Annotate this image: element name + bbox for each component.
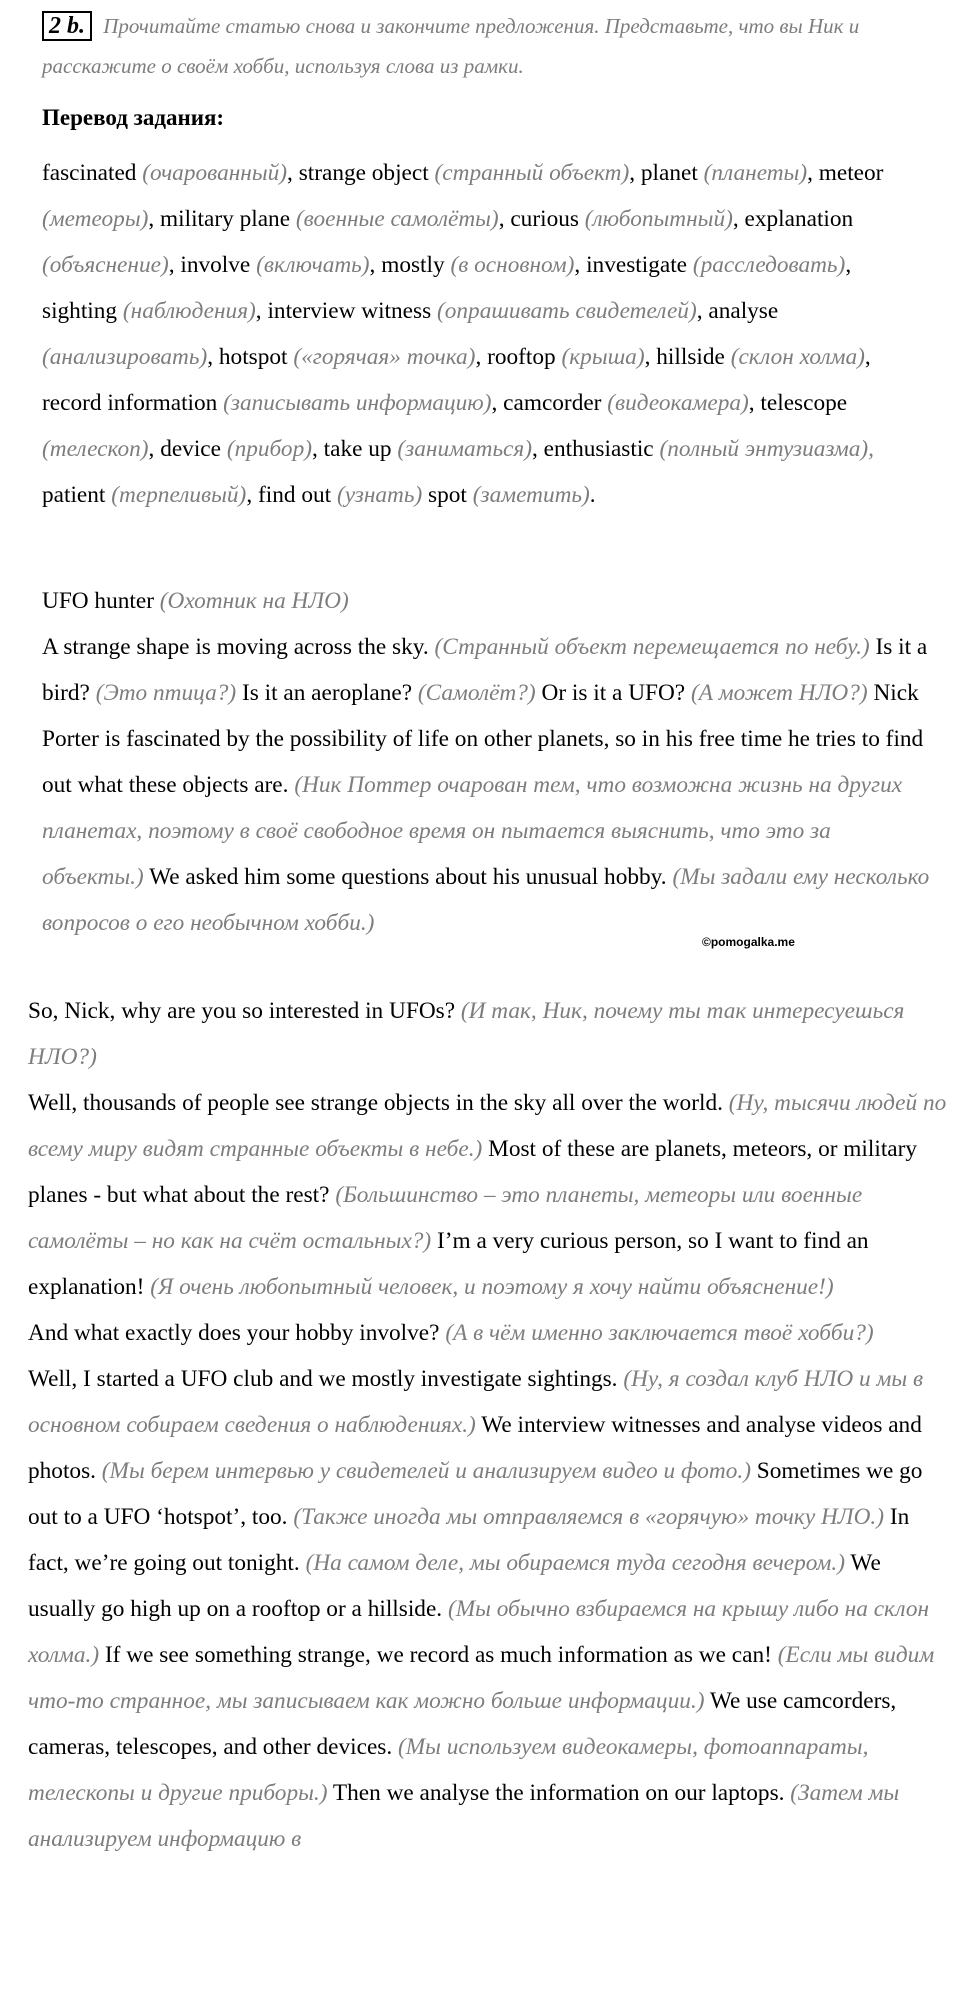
vocab-term: camcorder bbox=[503, 390, 602, 416]
vocab-translation: (включать) bbox=[256, 252, 370, 278]
vocab-term: interview witness bbox=[267, 298, 432, 324]
vocab-translation: (наблюдения) bbox=[122, 298, 256, 324]
vocab-translation: (узнать) bbox=[336, 482, 423, 508]
vocab-translation: (терпеливый) bbox=[111, 482, 247, 508]
sentence-ru: (Самолёт?) bbox=[417, 680, 536, 706]
sentence-ru: (Мы задали ему несколько вопросов о его необычном хобби.) bbox=[42, 864, 930, 936]
vocab-term: strange object bbox=[298, 160, 429, 186]
vocab-term: find out bbox=[257, 482, 332, 508]
sentence-en: I’m a very curious person, so I want to find an explanation! bbox=[28, 1228, 869, 1300]
vocab-term: spot bbox=[428, 482, 467, 508]
vocab-translation: (заметить) bbox=[472, 482, 590, 508]
dialogue-paragraph bbox=[28, 1080, 948, 1310]
vocab-translation: (записывать информацию) bbox=[223, 390, 492, 416]
vocab-term: curious bbox=[510, 206, 579, 232]
vocab-term: patient bbox=[42, 482, 106, 508]
vocab-translation: (видеокамера) bbox=[607, 390, 749, 416]
sentence-ru: (Мы обычно взбираемся на крышу либо на склон холма.) bbox=[28, 1596, 930, 1668]
watermark: ©pomogalka.me bbox=[702, 935, 795, 949]
vocab-translation: («горячая» точка) bbox=[293, 344, 476, 370]
vocab-term: involve bbox=[180, 252, 251, 278]
sentence-en: Nick Porter is fascinated by the possibility of life on other planets, so in his free time he tries to find out what these objects are. bbox=[42, 680, 924, 798]
sentence-en: So, Nick, why are you so interested in UFOs? bbox=[28, 998, 456, 1024]
vocab-term: analyse bbox=[708, 298, 779, 324]
sentence-en: Sometimes we go out to a UFO ‘hotspot’, too. bbox=[28, 1458, 923, 1530]
vocab-translation: (анализировать) bbox=[42, 344, 208, 370]
vocab-term: meteor bbox=[818, 160, 884, 186]
sentence-en: And what exactly does your hobby involve? bbox=[28, 1320, 440, 1346]
sentence-en: In fact, we’re going out tonight. bbox=[28, 1504, 910, 1576]
vocab-translation: (полный энтузиазма), bbox=[659, 436, 875, 462]
vocab-translation: (опрашивать свидетелей) bbox=[436, 298, 697, 324]
vocab-term: investigate bbox=[586, 252, 688, 278]
sentence-en: We usually go high up on a rooftop or a hillside. bbox=[28, 1550, 881, 1622]
sentence-ru: (Странный объект перемещается по небу.) bbox=[434, 634, 870, 660]
vocab-term: planet bbox=[640, 160, 698, 186]
article-intro bbox=[42, 624, 934, 946]
vocab-term: fascinated bbox=[42, 160, 137, 186]
sentence-en: Is it an aeroplane? bbox=[241, 680, 413, 706]
article-title-en: UFO hunter bbox=[42, 588, 154, 614]
article-title-ru: (Охотник на НЛО) bbox=[159, 588, 349, 614]
vocabulary-list: fascinated (очарованный), strange object (странный объект), planet (планеты), meteor (метеоры), military plane (военные самолёты), curious (любопытный), explanation (объяснение), involve (включать), mostly (в основном), investigate (расследовать), sighting (наблюдения), interview witness (опрашивать свидетелей), analyse (анализировать), hotspot («горячая» точка), rooftop (крыша), hillside (склон холма), record information (записывать информацию), camcorder (видеокамера), telescope (телескоп), device (прибор), take up (заниматься), enthusiastic (полный энтузиазма), patient (терпеливый), find out (узнать) spot (заметить). bbox=[42, 160, 884, 508]
vocab-translation: (крыша) bbox=[561, 344, 645, 370]
sentence-ru: (Я очень любопытный человек, и поэтому я хочу найти объяснение!) bbox=[150, 1274, 834, 1300]
sentence-en: If we see something strange, we record as much information as we can! bbox=[104, 1642, 772, 1668]
vocab-term: device bbox=[160, 436, 221, 462]
interview-dialogue bbox=[28, 988, 948, 1862]
sentence-en: A strange shape is moving across the sky. bbox=[42, 634, 429, 660]
sentence-en: Most of these are planets, meteors, or military planes - but what about the rest? bbox=[28, 1136, 918, 1208]
sentence-en: We use camcorders, cameras, telescopes, and other devices. bbox=[28, 1688, 897, 1760]
vocab-translation: (заниматься) bbox=[397, 436, 532, 462]
vocab-term: mostly bbox=[381, 252, 445, 278]
vocab-translation: (странный объект) bbox=[434, 160, 630, 186]
vocab-translation: (расследовать) bbox=[692, 252, 846, 278]
vocab-translation: (телескоп) bbox=[42, 436, 149, 462]
sentence-ru: (На самом деле, мы обираемся туда сегодня вечером.) bbox=[305, 1550, 846, 1576]
dialogue-paragraph bbox=[28, 1310, 948, 1356]
vocab-term: take up bbox=[323, 436, 392, 462]
vocab-term: record information bbox=[42, 390, 218, 416]
sentence-ru: (Если мы видим что-то странное, мы записываем как можно больше информации.) bbox=[28, 1642, 935, 1714]
vocab-term: hotspot bbox=[218, 344, 288, 370]
vocab-translation: (объяснение) bbox=[42, 252, 169, 278]
vocab-translation: (метеоры) bbox=[42, 206, 149, 232]
translation-heading: Перевод задания: bbox=[42, 105, 225, 130]
sentence-en: We asked him some questions about his unusual hobby. bbox=[149, 864, 667, 890]
dialogue-paragraph bbox=[28, 1356, 948, 1862]
vocab-translation: (в основном) bbox=[450, 252, 575, 278]
sentence-ru: (Мы используем видеокамеры, фотоаппараты, телескопы и другие приборы.) bbox=[28, 1734, 869, 1806]
sentence-ru: (Мы берем интервью у свидетелей и анализируем видео и фото.) bbox=[101, 1458, 751, 1484]
vocab-translation: (прибор) bbox=[226, 436, 312, 462]
vocab-translation: (любопытный) bbox=[584, 206, 733, 232]
vocab-translation: (очарованный) bbox=[142, 160, 288, 186]
vocab-term: sighting bbox=[42, 298, 118, 324]
sentence-en: Well, I started a UFO club and we mostly investigate sightings. bbox=[28, 1366, 618, 1392]
dialogue-paragraph bbox=[28, 988, 948, 1080]
sentence-en: We interview witnesses and analyse videos and photos. bbox=[28, 1412, 922, 1484]
task-instruction-block bbox=[42, 6, 932, 86]
sentence-ru: (Ник Поттер очарован тем, что возможна жизнь на других планетах, поэтому в своё свободное время он пытается выяснить, что это за объекты.) bbox=[42, 772, 903, 890]
sentence-ru: (Ну, тысячи людей по всему миру видят странные объекты в небе.) bbox=[28, 1090, 947, 1162]
sentence-ru: (Также иногда мы отправляемся в «горячую» точку НЛО.) bbox=[293, 1504, 884, 1530]
vocab-term: telescope bbox=[760, 390, 848, 416]
vocab-term: hillside bbox=[656, 344, 725, 370]
sentence-ru: (Ну, я создал клуб НЛО и мы в основном собираем сведения о наблюдениях.) bbox=[28, 1366, 924, 1438]
task-instruction: Прочитайте статью снова и закончите предложения. Представьте, что вы Ник и расскажите о своём хобби, используя слова из рамки. bbox=[42, 14, 860, 78]
sentence-en: Then we analyse the information on our laptops. bbox=[332, 1780, 785, 1806]
sentence-ru: (И так, Ник, почему ты так интересуешься НЛО?) bbox=[28, 998, 905, 1070]
sentence-ru: (Большинство – это планеты, метеоры или военные самолёты – но как на счёт остальных?) bbox=[28, 1182, 863, 1254]
vocab-term: military plane bbox=[160, 206, 291, 232]
vocab-translation: (планеты) bbox=[703, 160, 808, 186]
vocab-translation: (склон холма) bbox=[730, 344, 865, 370]
vocab-term: explanation bbox=[744, 206, 854, 232]
sentence-en: Is it a bird? bbox=[42, 634, 928, 706]
sentence-en: Or is it a UFO? bbox=[541, 680, 686, 706]
sentence-ru: (Затем мы анализируем информацию в bbox=[28, 1780, 900, 1852]
task-number: 2 b. bbox=[42, 11, 92, 41]
article-title bbox=[42, 578, 922, 624]
vocab-term: rooftop bbox=[487, 344, 556, 370]
vocab-term: enthusiastic bbox=[543, 436, 654, 462]
sentence-ru: (А в чём именно заключается твоё хобби?) bbox=[445, 1320, 874, 1346]
vocab-translation: (военные самолёты) bbox=[295, 206, 499, 232]
sentence-en: Well, thousands of people see strange objects in the sky all over the world. bbox=[28, 1090, 723, 1116]
sentence-ru: (А может НЛО?) bbox=[690, 680, 868, 706]
sentence-ru: (Это птица?) bbox=[95, 680, 237, 706]
